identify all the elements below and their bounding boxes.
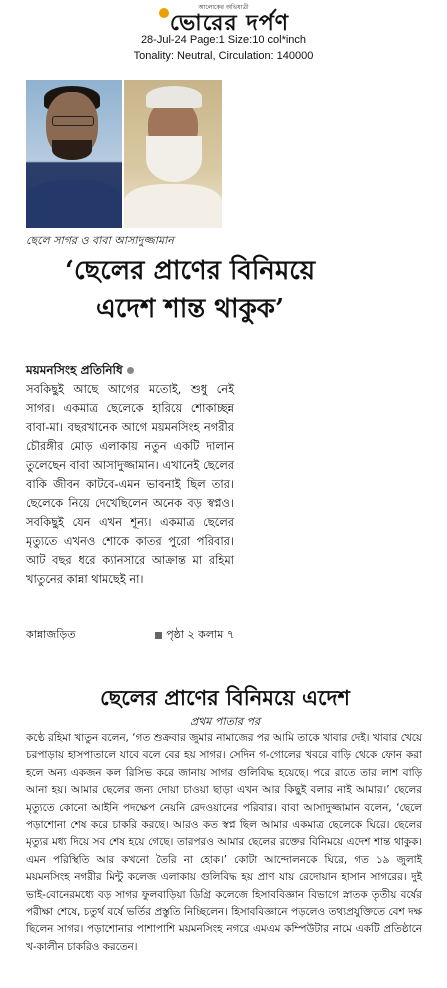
square-bullet-icon xyxy=(155,632,162,639)
bullet-icon xyxy=(127,367,134,374)
jump-word: কান্নাজড়িত xyxy=(26,628,76,641)
sun-logo-icon xyxy=(159,8,169,18)
byline-text: ময়মনসিংহ প্রতিনিধি xyxy=(26,363,123,377)
article-byline xyxy=(26,362,134,382)
article-headline: ‘ছেলের প্রাণের বিনিময়ে এদেশ শান্ত থাকুক’ xyxy=(64,256,316,324)
photo-caption: ছেলে সাগর ও বাবা আসাদুজ্জামান xyxy=(26,234,174,247)
article-continuation xyxy=(20,680,430,980)
masthead-title: ভোরের দর্পণ xyxy=(169,11,290,36)
clip-info-line: 28-Jul-24 Page:1 Size:10 col*inch xyxy=(140,34,307,46)
article-body: সবকিছুই আছে আগের মতোই, শুধু নেই সাগর। একমাত্র ছেলেকে হারিয়ে শোকাচ্ছন্ন বাবা-মা। বছরখানেক আগে ময়মনসিংহ নগরীর চৌরঙ্গীর মোড় এলাকায় নতুন একটি দালান তুলেছেন বাবা আসাদুজ্জামান। এখানেই ছেলের বাকি জীবন কাটবে-এমন ভাবনাই ছিল তার। ছেলেকে নিয়ে দেখেছিলেন অনেক বড় স্বপ্নও। সবকিছুই যেন এখন শূন্য। একমাত্র ছেলের মৃত্যুতে এখনও শোকে কাতর পুরো পরিবার। আট বছর ধরে ক্যানসারে আক্রান্ত মা রহিমা খাতুনের কান্না থামছেই না। xyxy=(26,382,234,586)
continuation-body: কণ্ঠে রহিমা খাতুন বলেন, ‘গত শুক্রবার জুমার নামাজের পর আমি তাকে খাবার দেই। খাবার খেয়ে চরপাড়ায় হাসপাতালে যাবে বলে বের হয় সাগর। সেদিন গ-গোলের খবরে বাড়ি থেকে ফোন করা হলে অন্য একজন কল রিসিভ করে জানায় সাগর গুলিবিদ্ধ হয়েছে। পরে রাতে তার লাশ বাড়ি আনা হয়। আমার ছেলের জন্য দোয়া চাওয়া ছাড়া এখন আর কিছুই বলার নাই আমার।’ ছেলের মৃত্যুতে কোনো আইনি পদক্ষেপ নেয়নি রেদওয়ানের পরিবার। বাবা আসাদুজ্জামান বলেন, ‘ছেলে পড়াশোনা শেষ করে চাকরি করছে। আরও কত স্বপ্ন ছিল আমার একমাত্র ছেলেকে ঘিরে। ছেলের মৃত্যুর মধ্য দিয়ে সব শেষ হয়ে গেছে। তারপরও আমার ছেলের রক্তের বিনিময়ে এদেশ শান্ত থাকুক। এমন পরিস্থিতি আর কখনো তৈরি না হোক।’ কোটা আন্দোলনকে ঘিরে, গত ১৯ জুলাই ময়মনসিংহ নগরীর মিন্টু কলেজ এলাকায় গুলিবিদ্ধ হয় প্রাণ যায় রেদোয়ান হাসান সাগরের। দুই ভাই-বোনেরমধ্যে বড় সাগর ফুলবাড়িয়া ডিগ্রি কলেজে হিসাববিজ্ঞান বিভাগে স্নাতক তৃতীয় বর্ষের পরীক্ষা শেষে, চতুর্থ বর্ষে ভর্তির প্রস্তুতি নিচ্ছিলেন। হিসাববিজ্ঞানে পড়লেও তথ্যপ্রযুক্তিতে বেশ দক্ষ ছিলেন সাগর। পড়াশোনার পাশাপাশি ময়মনসিংহ নগরে এমএম কম্পিউটার নামে একটি প্রতিষ্ঠানে খ-কালীন চাকরিও করতেন। xyxy=(26,732,422,953)
tonality-circulation-line: Tonality: Neutral, Circulation: 140000 xyxy=(133,50,314,62)
continuation-line xyxy=(26,626,234,645)
continuation-headline: ছেলের প্রাণের বিনিময়ে এদেশ xyxy=(100,685,350,710)
continuation-subhead: প্রথম পাতার পর xyxy=(189,715,261,728)
continued-text: পৃষ্ঠা ২ কলাম ৭ xyxy=(166,628,234,641)
article-front-page xyxy=(20,80,420,650)
photo-father-asaduzzaman xyxy=(124,80,222,228)
continued-on-page xyxy=(155,626,234,645)
newspaper-header xyxy=(0,0,447,68)
photo-son-sagar xyxy=(26,80,122,228)
eyeglasses-icon xyxy=(52,116,94,126)
masthead-tagline: আলোকের অভিযাত্রী xyxy=(198,4,249,11)
article-photos xyxy=(26,80,222,228)
